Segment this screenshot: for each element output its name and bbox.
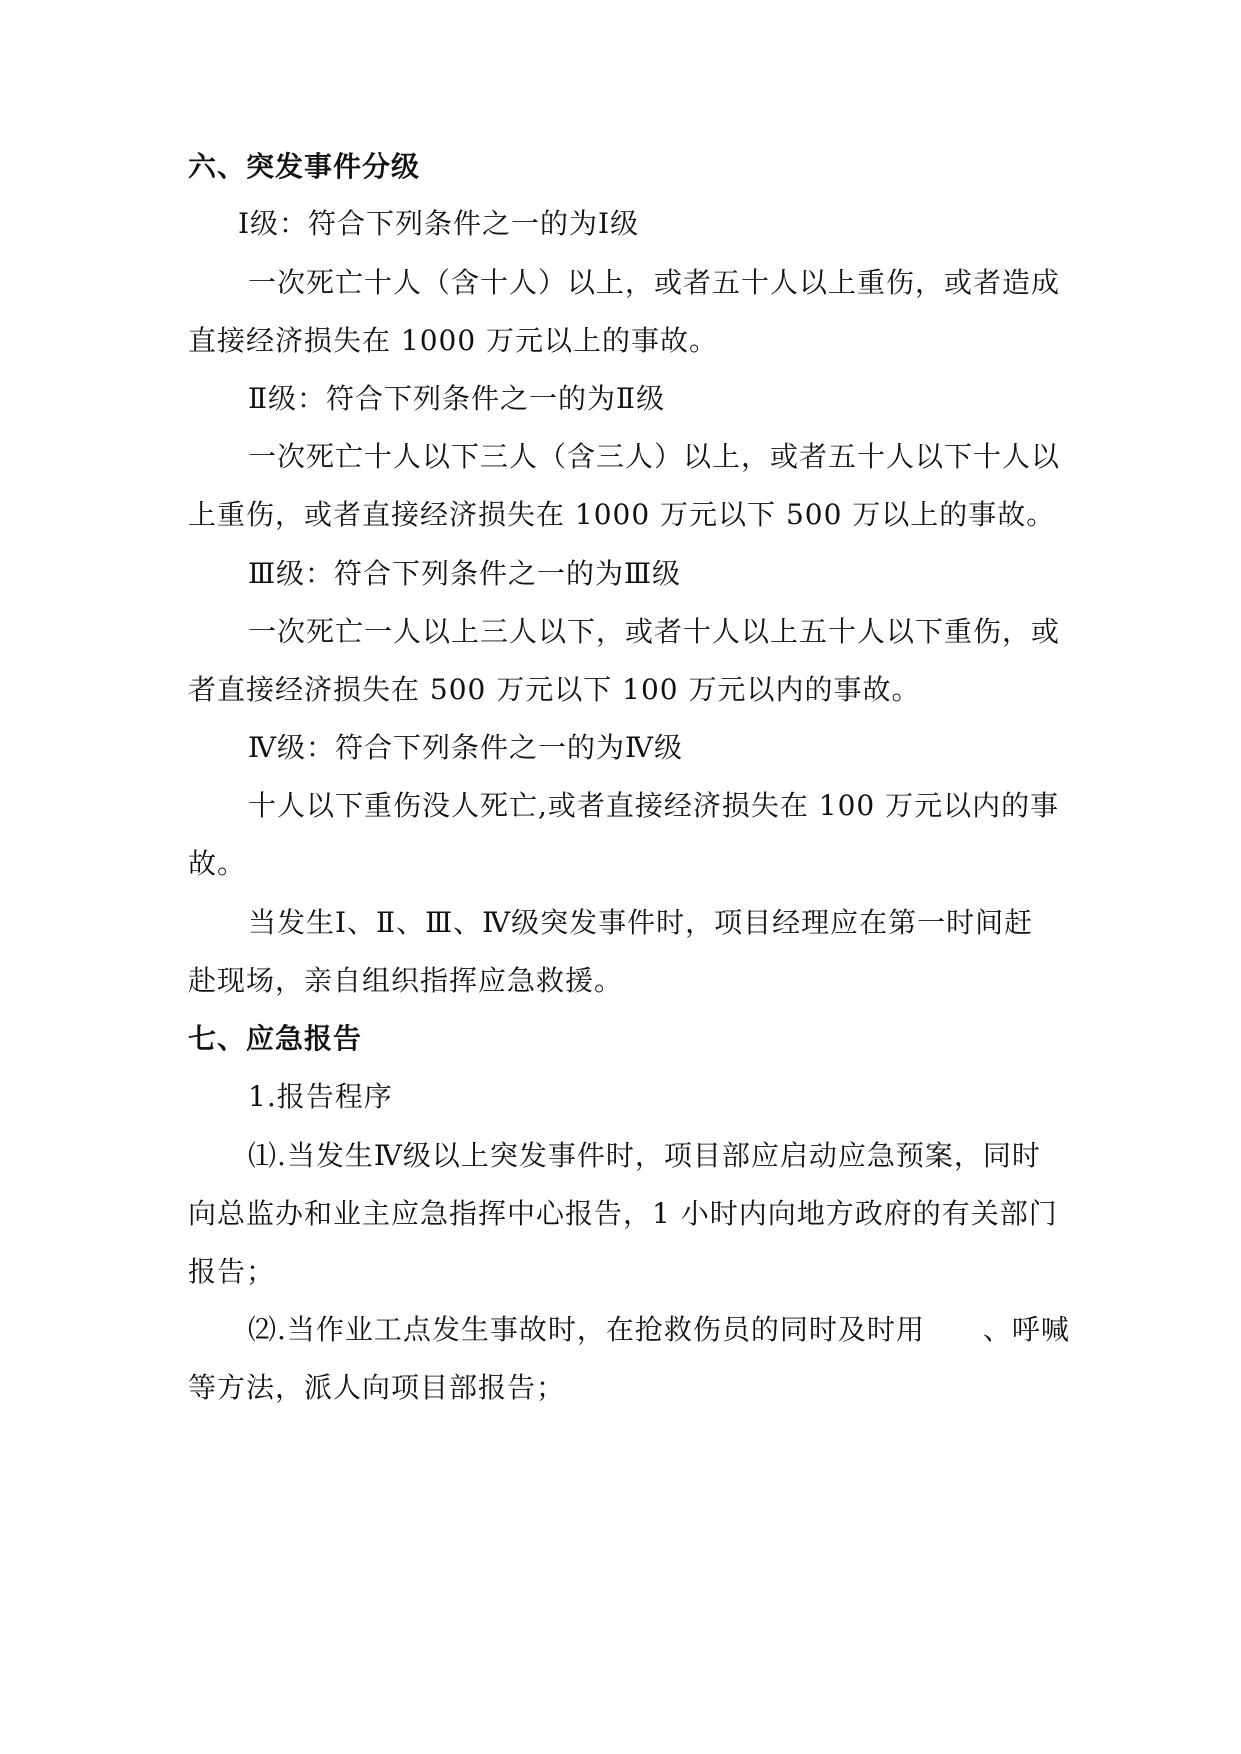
item2-line1: ⑵.当作业工点发生事故时，在抢救伤员的同时及时用 、呼喊 [248, 1313, 1070, 1346]
summary-line2: 赴现场，亲自组织指挥应急救援。 [188, 964, 624, 997]
summary-line1: 当发生Ⅰ、Ⅱ、Ⅲ、Ⅳ级突发事件时，项目经理应在第一时间赶 [248, 906, 1034, 939]
level4-text-line1: 十人以下重伤没人死亡,或者直接经济损失在 100 万元以内的事 [248, 789, 1060, 822]
item1-line1: ⑴.当发生Ⅳ级以上突发事件时，项目部应启动应急预案，同时 [248, 1139, 1041, 1172]
level2-text-line2: 上重伤，或者直接经济损失在 1000 万元以下 500 万以上的事故。 [188, 498, 1056, 531]
level2-label: Ⅱ级：符合下列条件之一的为Ⅱ级 [248, 382, 666, 415]
item1-line2: 向总监办和业主应急指挥中心报告，1 小时内向地方政府的有关部门 [188, 1197, 1058, 1230]
level2-text-line1: 一次死亡十人以下三人（含三人）以上，或者五十人以下十人以 [248, 440, 1061, 473]
item1-line3: 报告； [188, 1255, 276, 1288]
level3-label: Ⅲ级：符合下列条件之一的为Ⅲ级 [248, 557, 682, 590]
section-heading-7: 七、应急报告 [188, 1022, 363, 1055]
level3-text-line2: 者直接经济损失在 500 万元以下 100 万元以内的事故。 [188, 673, 921, 706]
subheading-report-procedure: 1.报告程序 [248, 1080, 393, 1113]
level4-text-line2: 故。 [188, 847, 247, 880]
level3-text-line1: 一次死亡一人以上三人以下，或者十人以上五十人以下重伤，或 [248, 615, 1061, 648]
level1-text-line1: 一次死亡十人（含十人）以上，或者五十人以上重伤，或者造成 [248, 266, 1061, 299]
item2-line2: 等方法，派人向项目部报告； [188, 1371, 566, 1404]
level1-text-line2: 直接经济损失在 1000 万元以上的事故。 [188, 324, 719, 357]
level4-label: Ⅳ级：符合下列条件之一的为Ⅳ级 [248, 731, 683, 764]
section-heading-6: 六、突发事件分级 [188, 150, 421, 183]
level1-label: Ⅰ级：符合下列条件之一的为Ⅰ级 [238, 207, 640, 240]
